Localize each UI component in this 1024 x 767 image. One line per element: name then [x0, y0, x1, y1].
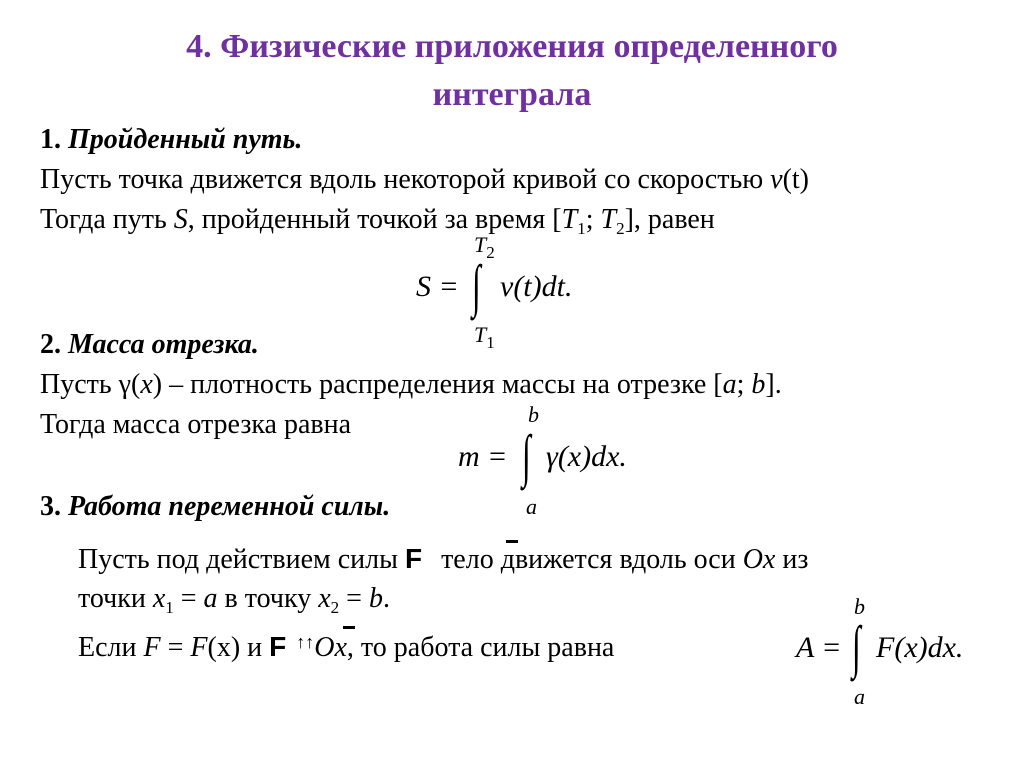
formula-3-lhs: A =: [796, 631, 842, 664]
formula-1-lhs: S =: [416, 270, 459, 303]
section-3-line-1-end: из: [775, 544, 809, 575]
t1-symbol: T: [561, 204, 578, 235]
vector-bar-2: [343, 626, 355, 629]
page-title-line-2: интеграла: [432, 76, 592, 113]
x1-symbol: x: [152, 583, 166, 614]
formula-2-upper-limit: b: [528, 402, 539, 427]
path-symbol: S: [173, 204, 188, 235]
formula-1-integrand: v(t)dt.: [500, 270, 573, 303]
section-3-line-1-start: Пусть под действием силы: [78, 544, 405, 575]
section-1-line-2-start: Тогда путь: [40, 204, 174, 235]
section-2-heading: [40, 329, 259, 361]
velocity-argument: (t): [782, 164, 810, 195]
integral-sign-1: ∫: [472, 253, 481, 318]
integral-sign-2: ∫: [522, 423, 531, 488]
axis-ox-2: Ox: [314, 632, 347, 663]
force-function: F: [190, 632, 208, 663]
codirectional-arrows-icon: ↑↑: [296, 632, 315, 652]
section-3-heading: [40, 491, 390, 523]
x1-subscript: 1: [165, 598, 174, 617]
formula-1-lower-limit: [474, 322, 495, 353]
section-3-line-2-start: точки: [78, 583, 153, 614]
section-1-line-2-end: ], равен: [624, 204, 715, 235]
point-b: b: [368, 583, 383, 614]
section-2-title: Масса отрезка.: [68, 329, 259, 360]
force-vector-symbol: F: [404, 543, 423, 574]
equals-1: =: [173, 583, 204, 614]
section-3-line-3: [78, 631, 614, 664]
formula-1-upper-sub: 2: [486, 243, 495, 262]
section-3-line-2-middle: в точку: [217, 583, 319, 614]
equals-3: =: [160, 632, 191, 663]
axis-ox: Ox: [742, 544, 776, 575]
velocity-symbol: v: [770, 164, 783, 195]
t2-subscript: 2: [616, 219, 625, 238]
interval-b: b: [751, 369, 766, 400]
formula-2-lhs: m =: [458, 440, 508, 473]
section-1-line-1: [40, 164, 809, 196]
gamma-symbol: γ(: [118, 369, 141, 400]
section-3-line-2-end: .: [382, 583, 390, 614]
section-3-line-2: [78, 583, 390, 618]
section-2-line-1-start: Пусть: [40, 369, 119, 400]
formula-2-lower-limit: a: [526, 494, 537, 519]
section-1-line-1-text: Пусть точка движется вдоль некоторой кривой со скоростью: [40, 164, 771, 195]
conjunction: и: [240, 632, 270, 663]
force-argument: (x): [207, 632, 241, 663]
section-2-line-1: [40, 369, 782, 401]
section-3-title: Работа переменной силы.: [68, 491, 391, 522]
t1-subscript: 1: [577, 219, 586, 238]
formula-3-lower-limit: a: [854, 684, 865, 709]
interval-a: a: [722, 369, 737, 400]
point-a: a: [203, 583, 218, 614]
interval-separator: ;: [585, 204, 601, 235]
section-2-line-2: Тогда масса отрезка равна: [40, 409, 352, 440]
formula-2-integrand: γ(x)dx.: [546, 440, 627, 473]
section-1-heading: [40, 124, 302, 156]
formula-1-lower-T: T: [474, 322, 487, 347]
section-3-line-1-middle: тело движется вдоль оси: [434, 544, 743, 575]
section-1-title: Пройденный путь.: [68, 124, 303, 155]
page-title-line-1: 4. Физические приложения определенного: [186, 28, 838, 65]
section-3-number: 3.: [40, 491, 61, 522]
interval-separator-2: ;: [736, 369, 752, 400]
formula-1-upper-T: T: [474, 232, 487, 257]
section-2-line-1-middle: – плотность распределения массы на отрезке [: [162, 369, 723, 400]
formula-1-lower-sub: 1: [486, 333, 495, 352]
equals-2: =: [339, 583, 369, 614]
gamma-close: ): [152, 369, 163, 400]
formula-3-integrand: F(x)dx.: [876, 631, 964, 664]
t2-symbol: T: [600, 204, 617, 235]
x2-subscript: 2: [330, 598, 340, 617]
section-2-line-1-end: ].: [765, 369, 782, 400]
x2-symbol: x: [318, 583, 331, 614]
section-3-line-1: [78, 543, 808, 576]
section-3-line-3-start: Если: [78, 632, 144, 663]
section-1-number: 1.: [40, 124, 61, 155]
force-symbol: F: [143, 632, 161, 663]
section-2-number: 2.: [40, 329, 61, 360]
gamma-variable: x: [140, 369, 153, 400]
vector-bar-1: [506, 540, 518, 543]
section-1-line-2-middle: , пройденный точкой за время [: [187, 204, 562, 235]
formula-3-upper-limit: b: [854, 594, 865, 619]
integral-sign-3: ∫: [852, 614, 861, 679]
section-1-line-2: [40, 204, 715, 239]
section-3-line-3-end: , то работа силы равна: [346, 632, 615, 663]
force-vector-symbol-2: F: [269, 631, 287, 662]
